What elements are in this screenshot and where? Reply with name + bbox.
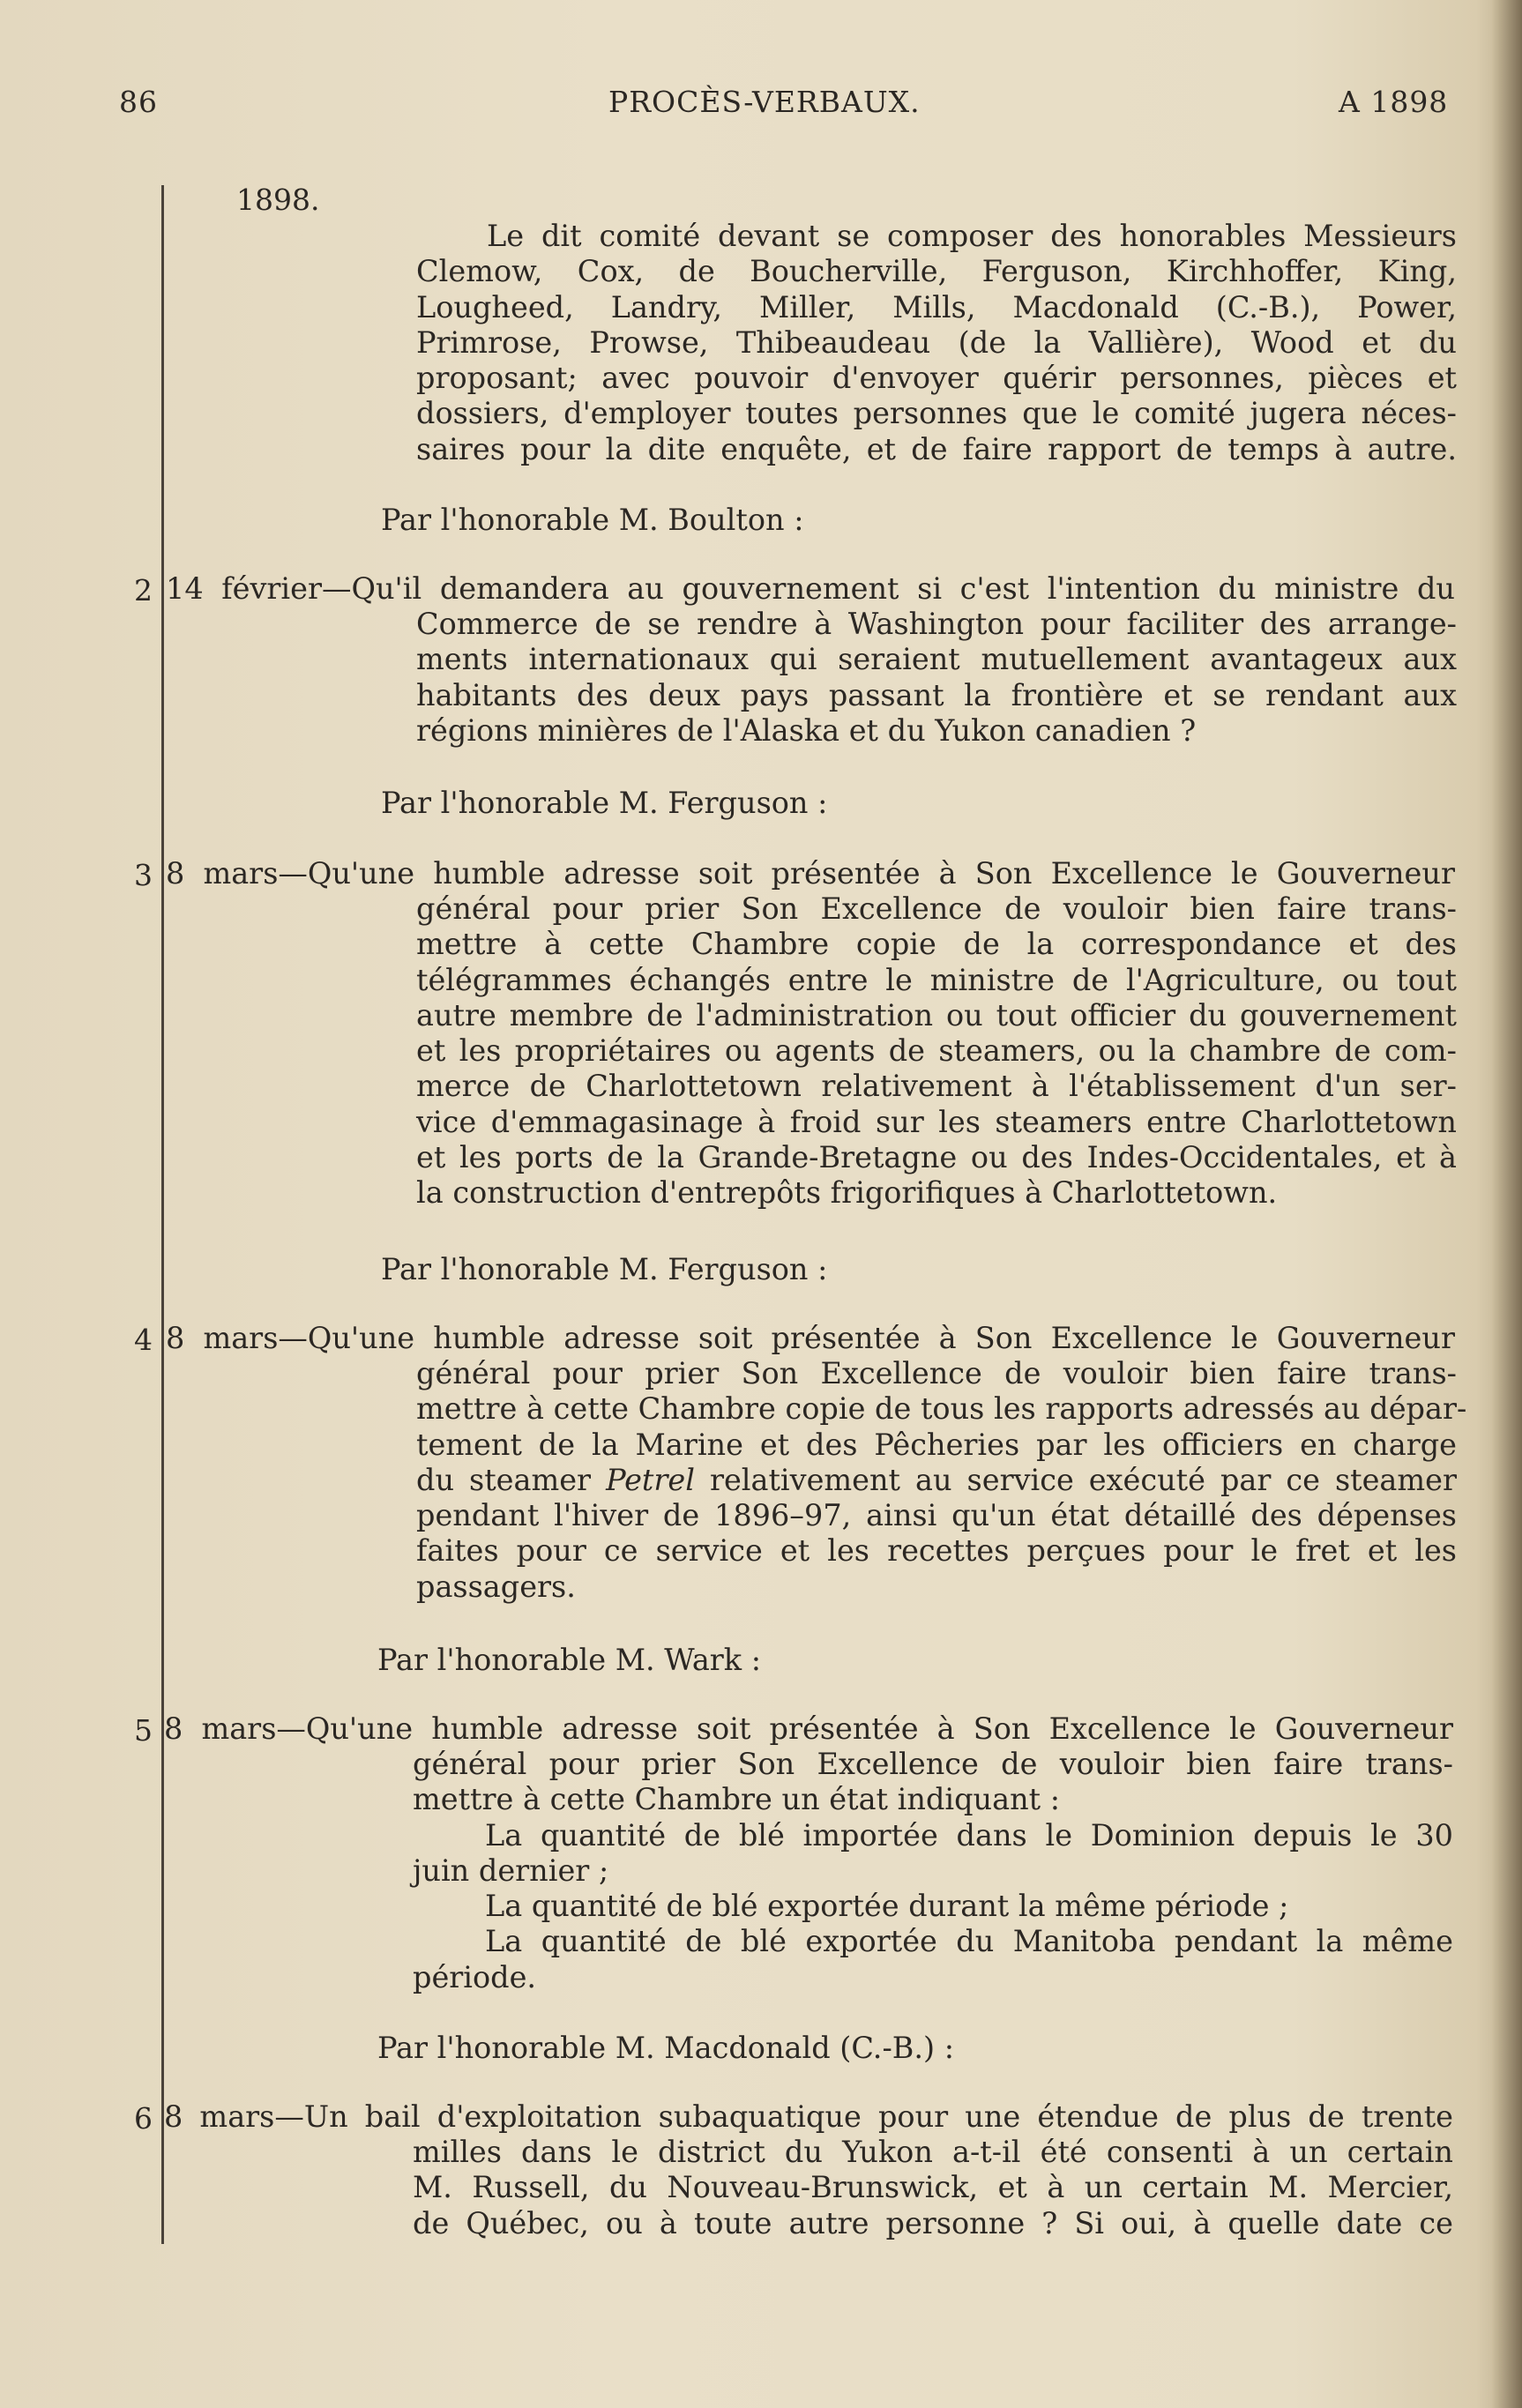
margin-rule xyxy=(161,185,164,2244)
motion-text: Qu'une humble adresse soit présentée à Son Excellence le Gouverneur xyxy=(307,856,1455,891)
text-line: et les ports de la Grande-Bretagne ou des Indes-Occidentales, et à xyxy=(416,1140,1457,1175)
text-line: milles dans le district du Yukon a-t-il été consenti à un certain xyxy=(413,2135,1453,2169)
motion-text: Qu'une humble adresse soit présentée à Son Excellence le Gouverneur xyxy=(305,1711,1453,1746)
text-line: habitants des deux pays passant la frontière et se rendant aux xyxy=(416,677,1457,712)
motion-body xyxy=(413,2135,1453,2241)
text-line: pendant l'hiver de 1896–97, ainsi qu'un état détaillé des dépenses xyxy=(416,1498,1457,1533)
page-title: PROCÈS-VERBAUX. xyxy=(608,85,921,119)
motion-date: 8 mars— xyxy=(164,2099,304,2134)
text-line: Primrose, Prowse, Thibeaudeau (de la Vallière), Wood et du xyxy=(416,324,1457,360)
motion-text: Qu'une humble adresse soit présentée à Son Excellence le Gouverneur xyxy=(307,1321,1455,1355)
text-line: autre membre de l'administration ou tout officier du gouvernement xyxy=(416,997,1457,1033)
intro-paragraph xyxy=(416,219,1457,467)
text-line: Lougheed, Landry, Miller, Mills, Macdonald (C.-B.), Power, xyxy=(416,289,1457,324)
text-line: la construction d'entrepôts frigorifiques à Charlottetown. xyxy=(416,1175,1278,1211)
motion-text: Qu'il demandera au gouvernement si c'est l'intention du ministre du xyxy=(351,571,1455,606)
motion-body xyxy=(416,1356,1467,1605)
text-line: dossiers, d'employer toutes personnes que le comité jugera néces- xyxy=(416,396,1457,431)
motion-date: 8 mars— xyxy=(166,856,308,891)
motion-first-line xyxy=(166,856,1455,891)
motion-number: 2 xyxy=(134,573,153,608)
text-line: Le dit comité devant se composer des honorables Messieurs xyxy=(487,219,1457,253)
motion-first-line xyxy=(166,571,1455,607)
motion-first-line xyxy=(166,1321,1455,1356)
motion-first-line xyxy=(164,1711,1453,1747)
text-line: passagers. xyxy=(416,1569,576,1604)
text-line: mettre à cette Chambre copie de la correspondance et des xyxy=(416,927,1457,962)
page-edge xyxy=(1492,0,1522,2408)
motion-date: 8 mars— xyxy=(166,1321,308,1355)
text-line: du steamer Petrel relativement au service exécuté par ce steamer xyxy=(416,1462,1458,1497)
motion-text: Un bail d'exploitation subaquatique pour une étendue de plus de trente xyxy=(303,2099,1453,2134)
page-number: 86 xyxy=(119,85,158,119)
text-line: régions minières de l'Alaska et du Yukon canadien ? xyxy=(416,712,1197,748)
motion-author: Par l'honorable M. Ferguson : xyxy=(381,786,828,820)
text-line: juin dernier ; xyxy=(413,1853,609,1888)
text-line: mettre à cette Chambre copie de tous les rapports adressés au dépar- xyxy=(416,1391,1467,1427)
page-year: A 1898 xyxy=(1339,85,1449,119)
motion-body xyxy=(416,891,1457,1211)
motion-number: 4 xyxy=(134,1323,153,1357)
motion-number: 3 xyxy=(134,858,153,892)
motion-body xyxy=(413,1747,1453,1995)
text-line: faites pour ce service et les recettes perçues pour le fret et les xyxy=(416,1533,1457,1569)
text-line: saires pour la dite enquête, et de faire rapport de temps à autre. xyxy=(416,431,1457,466)
text-line: général pour prier Son Excellence de vouloir bien faire trans- xyxy=(416,1356,1457,1390)
text-line: général pour prier Son Excellence de vouloir bien faire trans- xyxy=(416,891,1457,926)
motion-number: 6 xyxy=(134,2101,153,2136)
text-line: M. Russell, du Nouveau-Brunswick, et à un certain M. Mercier, xyxy=(413,2170,1453,2205)
text-line: de Québec, ou à toute autre personne ? Si oui, à quelle date ce xyxy=(413,2205,1453,2240)
motion-author: Par l'honorable M. Macdonald (C.-B.) : xyxy=(377,2031,955,2065)
text-line: La quantité de blé exportée du Manitoba pendant la même xyxy=(485,1924,1453,1959)
year-label: 1898. xyxy=(236,183,320,217)
text-line: période. xyxy=(413,1959,537,1994)
motion-author: Par l'honorable M. Wark : xyxy=(377,1643,762,1677)
text-line: et les propriétaires ou agents de steamers, ou la chambre de com- xyxy=(416,1033,1457,1069)
text-line: général pour prier Son Excellence de vouloir bien faire trans- xyxy=(413,1747,1453,1781)
text-line: tement de la Marine et des Pêcheries par les officiers en charge xyxy=(416,1427,1457,1462)
motion-first-line xyxy=(164,2099,1453,2135)
motion-date: 14 février— xyxy=(166,571,352,606)
text-line: La quantité de blé exportée durant la même période ; xyxy=(485,1889,1289,1924)
motion-body xyxy=(416,607,1457,749)
text-line: mettre à cette Chambre un état indiquant : xyxy=(413,1782,1061,1817)
text-line: proposant; avec pouvoir d'envoyer quérir personnes, pièces et xyxy=(416,361,1457,396)
motion-date: 8 mars— xyxy=(164,1711,306,1746)
text-line: Clemow, Cox, de Boucherville, Ferguson, Kirchhoffer, King, xyxy=(416,254,1457,289)
text-line: ments internationaux qui seraient mutuellement avantageux aux xyxy=(416,642,1457,677)
motion-author: Par l'honorable M. Ferguson : xyxy=(381,1252,828,1286)
motion-author: Par l'honorable M. Boulton : xyxy=(381,503,804,537)
motion-number: 5 xyxy=(134,1713,153,1748)
text-line: télégrammes échangés entre le ministre de l'Agriculture, ou tout xyxy=(416,962,1457,997)
text-line: merce de Charlottetown relativement à l'établissement d'un ser- xyxy=(416,1069,1457,1104)
text-line: vice d'emmagasinage à froid sur les steamers entre Charlottetown xyxy=(416,1104,1457,1139)
ship-name: Petrel xyxy=(606,1462,695,1497)
text-line: La quantité de blé importée dans le Dominion depuis le 30 xyxy=(485,1817,1453,1853)
text-line: Commerce de se rendre à Washington pour faciliter des arrange- xyxy=(416,607,1457,641)
